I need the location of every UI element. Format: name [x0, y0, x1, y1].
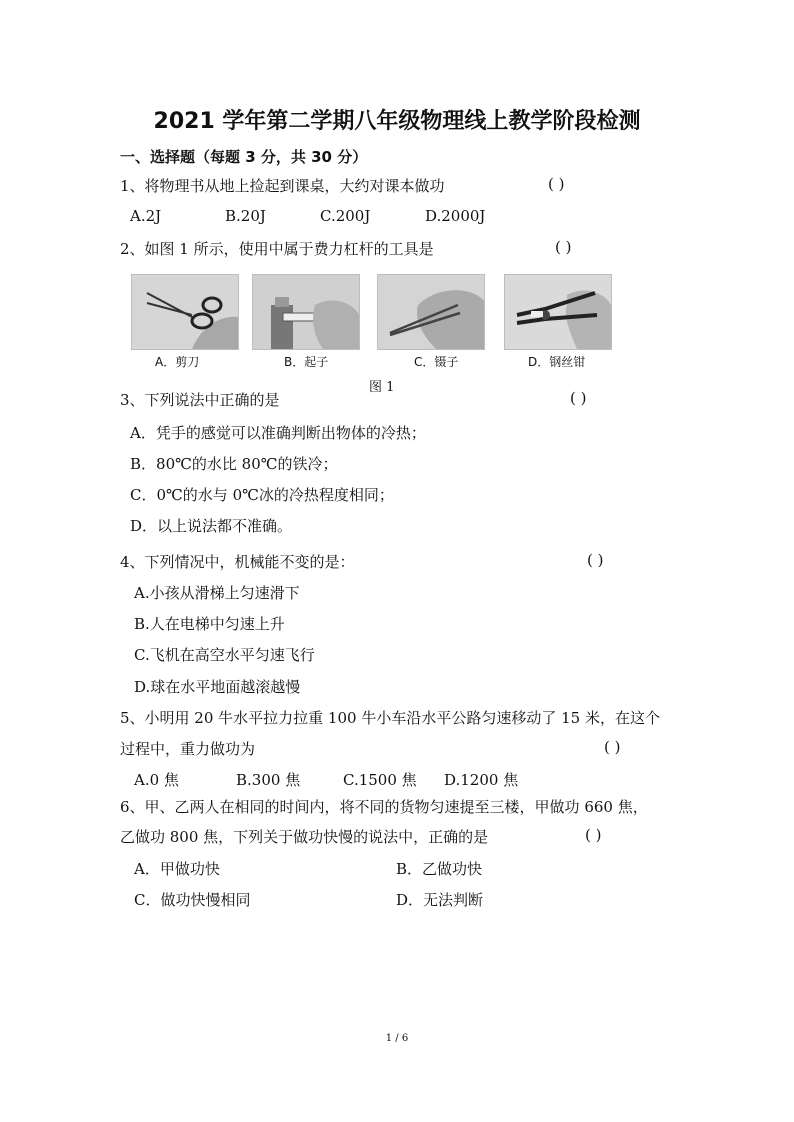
question-2-stem: 2、如图 1 所示，使用中属于费力杠杆的工具是	[120, 240, 434, 258]
page-number: 1 / 6	[385, 1033, 409, 1044]
question-1-option-c: C.200J	[320, 207, 371, 225]
question-1-option-b: B.20J	[225, 207, 266, 225]
scissors-photo	[131, 274, 239, 350]
question-4-option-b: B.人在电梯中匀速上升	[134, 615, 285, 633]
question-5-option-a: A.0 焦	[134, 771, 179, 789]
question-6-option-a: A．甲做功快	[134, 860, 220, 878]
question-4-option-d: D.球在水平地面越滚越慢	[134, 678, 301, 696]
question-2-answer-blank: ( )	[555, 238, 572, 256]
question-6-stem-line-1: 6、甲、乙两人在相同的时间内，将不同的货物匀速提至三楼，甲做功 660 焦，	[120, 798, 648, 816]
caption-bottle-opener: B．起子	[284, 355, 329, 369]
question-6-option-d: D．无法判断	[396, 891, 484, 909]
question-5-option-b: B.300 焦	[236, 771, 301, 789]
question-6-stem-line-2: 乙做功 800 焦，下列关于做功快慢的说法中，正确的是	[120, 828, 489, 846]
question-5-answer-blank: ( )	[604, 738, 621, 756]
question-4-option-c: C.飞机在高空水平匀速飞行	[134, 646, 315, 664]
caption-pliers: D．钢丝钳	[528, 355, 586, 369]
question-1-option-a: A.2J	[130, 207, 162, 225]
question-4-option-a: A.小孩从滑梯上匀速滑下	[134, 584, 300, 602]
question-3-option-b: B．80℃的水比 80℃的铁冷；	[130, 455, 338, 473]
question-4-stem: 4、下列情况中，机械能不变的是：	[120, 553, 355, 571]
figure-label: 图 1	[369, 380, 395, 395]
question-1-option-d: D.2000J	[425, 207, 486, 225]
question-6-answer-blank: ( )	[585, 826, 602, 844]
question-3-option-d: D．以上说法都不准确。	[130, 517, 293, 535]
question-3-answer-blank: ( )	[570, 389, 587, 407]
question-5-stem-line-2: 过程中，重力做功为	[120, 740, 256, 758]
question-5-option-d: D.1200 焦	[444, 771, 519, 789]
question-5-stem-line-1: 5、小明用 20 牛水平拉力拉重 100 牛小车沿水平公路匀速移动了 15 米，在这个	[120, 709, 660, 727]
bottle-opener-photo	[252, 274, 360, 350]
question-3-option-c: C．0℃的水与 0℃冰的冷热程度相同；	[130, 486, 394, 504]
question-1-answer-blank: ( )	[548, 175, 565, 193]
caption-scissors: A．剪刀	[155, 355, 200, 369]
tweezers-photo	[377, 274, 485, 350]
page-title: 2021 学年第二学期八年级物理线上教学阶段检测	[153, 109, 641, 134]
pliers-photo	[504, 274, 612, 350]
section-heading: 一、选择题（每题 3 分，共 30 分）	[120, 148, 368, 166]
question-3-stem: 3、下列说法中正确的是	[120, 391, 280, 409]
question-6-option-b: B．乙做功快	[396, 860, 483, 878]
question-1-stem: 1、将物理书从地上捡起到课桌，大约对课本做功	[120, 177, 445, 195]
question-6-option-c: C．做功快慢相同	[134, 891, 251, 909]
question-5-option-c: C.1500 焦	[343, 771, 417, 789]
question-4-answer-blank: ( )	[587, 551, 604, 569]
question-3-option-a: A．凭手的感觉可以准确判断出物体的冷热；	[130, 424, 426, 442]
caption-tweezers: C．镊子	[414, 355, 459, 369]
